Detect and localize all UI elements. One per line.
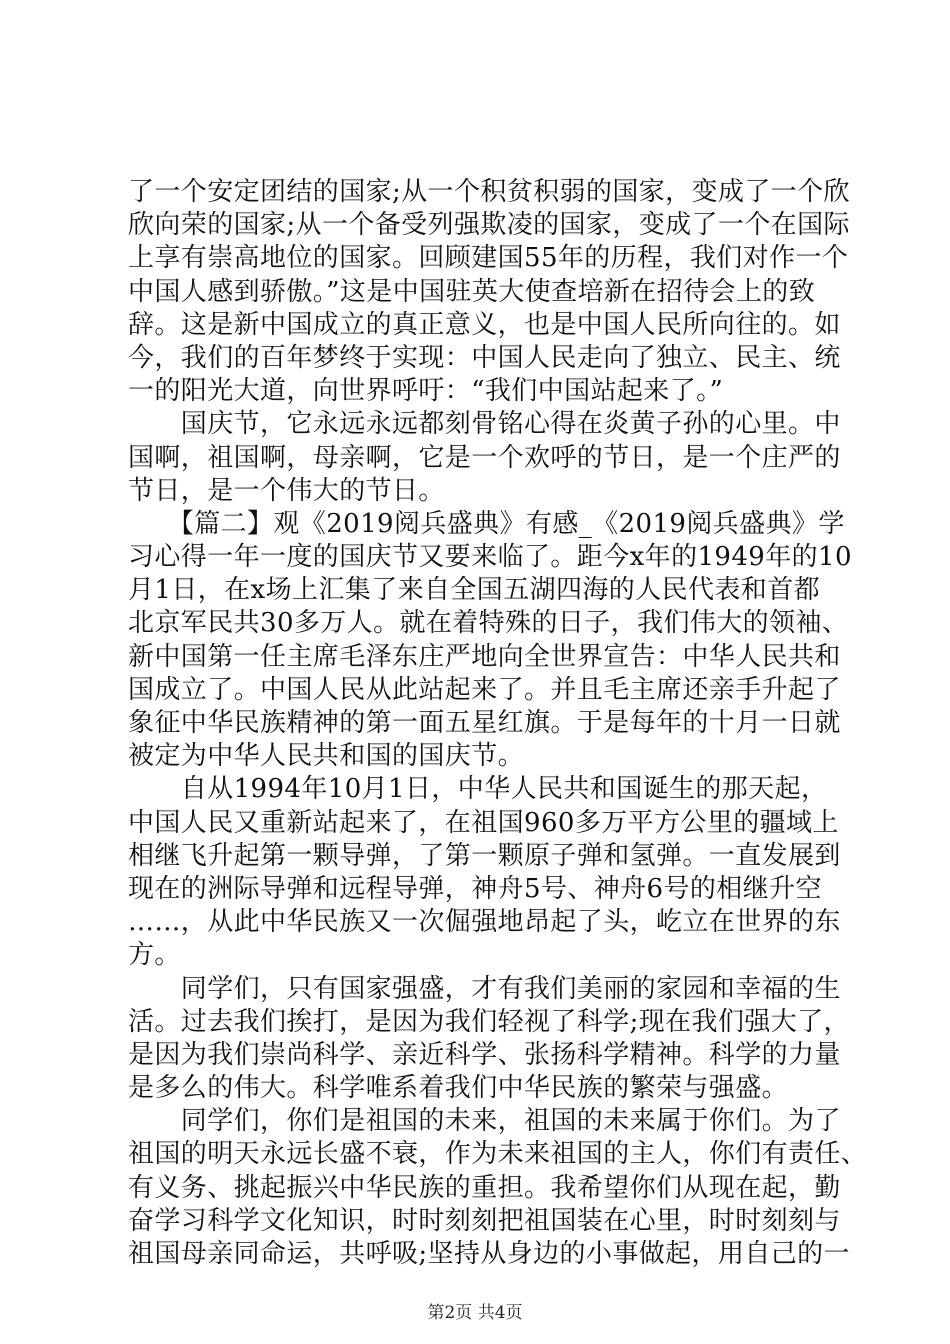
text-line: 国啊，祖国啊，母亲啊，它是一个欢呼的节日，是一个庄严的 — [128, 442, 841, 473]
text-line: 国成立了。中国人民从此站起来了。并且毛主席还亲手升起了 — [128, 674, 841, 705]
text-line: 相继飞升起第一颗导弹，了第一颗原子弹和氢弹。一直发展到 — [128, 840, 841, 871]
text-line: 了一个安定团结的国家;从一个积贫积弱的国家，变成了一个欣 — [128, 177, 850, 207]
paragraph — [128, 508, 852, 774]
paragraph — [128, 773, 841, 972]
paragraph — [128, 973, 850, 1106]
text-line: 上享有崇高地位的国家。回顾建国55年的历程，我们对作一个 — [128, 243, 849, 274]
paragraph — [128, 408, 841, 508]
text-line: 辞。这是新中国成立的真正意义，也是中国人民所向往的。如 — [128, 309, 841, 340]
text-line: 今，我们的百年梦终于实现：中国人民走向了独立、民主、统 — [128, 342, 841, 373]
text-line: 一的阳光大道，向世界呼吁：“我们中国站起来了。” — [128, 376, 724, 407]
text-line: 被定为中华人民共和国的国庆节。 — [128, 741, 525, 772]
text-line: 象征中华民族精神的第一面五星红旗。于是每年的十月一日就 — [128, 708, 841, 738]
text-line: 现在的洲际导弹和远程导弹，神舟5号、神舟6号的相继升空 — [128, 873, 822, 904]
paragraph — [128, 176, 850, 408]
text-line: 自从1994年10月1日，中华人民共和国诞生的那天起， — [128, 774, 828, 805]
page-footer: 第2页 共4页 — [427, 1303, 523, 1323]
text-line: 方。 — [128, 940, 181, 971]
text-line: ……，从此中华民族又一次倔强地昂起了头，屹立在世界的东 — [128, 907, 841, 938]
text-line: 月1日，在x场上汇集了来自全国五湖四海的人民代表和首都 — [128, 575, 821, 606]
text-line: 奋学习科学文化知识，时时刻刻把祖国装在心里，时时刻刻与 — [128, 1205, 841, 1236]
text-line: 祖国的明天永远长盛不衰，作为未来祖国的主人，你们有责任、 — [128, 1139, 868, 1170]
document-body — [128, 176, 868, 1271]
text-line: 是多么的伟大。科学唯系着我们中华民族的繁荣与强盛。 — [128, 1073, 789, 1104]
text-line: 欣向荣的国家;从一个备受列强欺凌的国家，变成了一个在国际 — [128, 210, 850, 241]
text-line: 祖国母亲同命运，共呼吸;坚持从身边的小事做起，用自己的一 — [128, 1239, 850, 1269]
text-line: 同学们，你们是祖国的未来，祖国的未来属于你们。为了 — [128, 1106, 841, 1137]
text-line: 活。过去我们挨打，是因为我们轻视了科学;现在我们强大了， — [128, 1006, 850, 1037]
text-line: 有义务、挑起振兴中华民族的重担。我希望你们从现在起，勤 — [128, 1172, 841, 1203]
text-line: 同学们，只有国家强盛，才有我们美丽的家园和幸福的生 — [128, 973, 841, 1004]
text-line: 新中国第一任主席毛泽东庄严地向全世界宣告：中华人民共和 — [128, 641, 841, 672]
text-line: 习心得一年一度的国庆节又要来临了。距今x年的1949年的10 — [128, 542, 852, 573]
text-line: 北京军民共30多万人。就在着特殊的日子，我们伟大的领袖、 — [128, 608, 849, 639]
text-line: 国庆节，它永远永远都刻骨铭心得在炎黄子孙的心里。中 — [128, 409, 841, 440]
text-line: 【篇二】观《2019阅兵盛典》有感_《2019阅兵盛典》学 — [128, 508, 845, 539]
paragraph — [128, 1105, 868, 1271]
text-line: 是因为我们崇尚科学、亲近科学、张扬科学精神。科学的力量 — [128, 1039, 841, 1070]
text-line: 中国人感到骄傲。”这是中国驻英大使查培新在招待会上的致 — [128, 276, 816, 307]
text-line: 中国人民又重新站起来了，在祖国960多万平方公里的疆域上 — [128, 807, 839, 838]
text-line: 节日，是一个伟大的节日。 — [128, 475, 445, 506]
